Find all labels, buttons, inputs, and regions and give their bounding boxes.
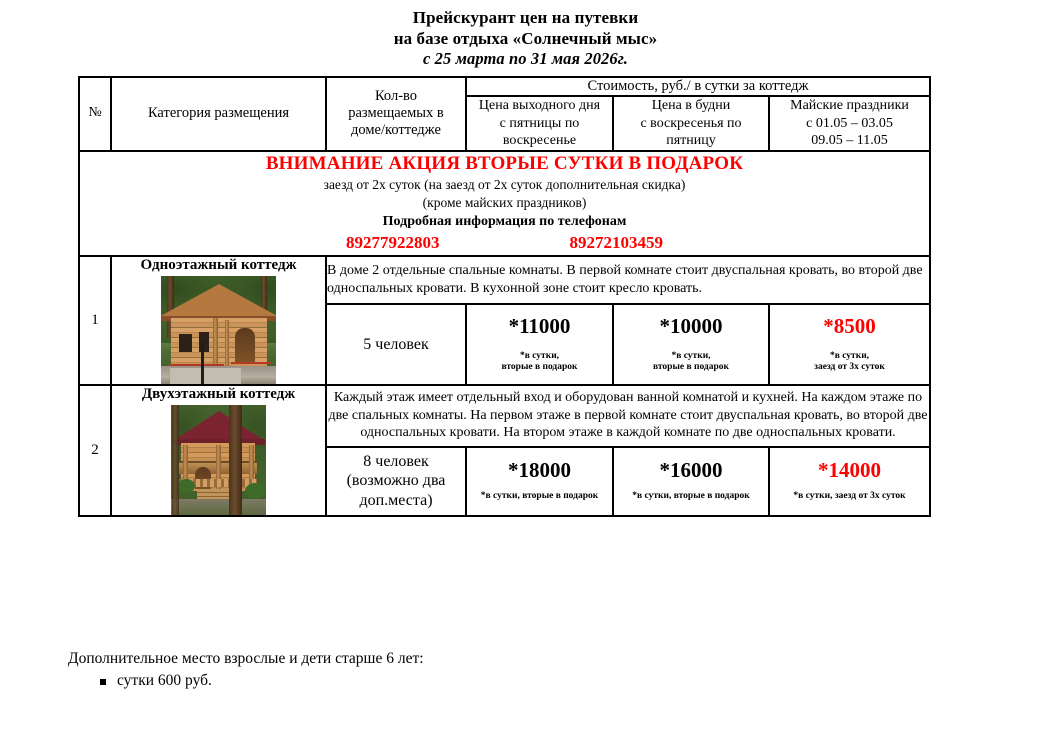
table-header-row-1 [79,77,930,96]
row-1-category-title: Одноэтажный коттедж [140,256,297,273]
photo-red-stripe [169,364,224,366]
row-1-price-weekday [613,304,769,384]
row-2-number: 2 [79,385,111,516]
header-number: № [79,77,111,151]
note-line-1: *в сутки, [671,350,711,361]
row-1-number: 1 [79,256,111,385]
header-weekend-line-1: Цена выходного дня [478,98,601,113]
note-line-1: *в сутки, [519,350,560,361]
note-line-2: заезд от 3х суток [814,362,885,373]
row-1-price-weekday-note [614,351,768,374]
row-1-price-holiday-value: *8500 [823,313,876,338]
header-weekday-line-1: Цена в будни [651,98,731,113]
table-row [79,256,930,305]
row-2-capacity-line-3: доп.места) [359,491,433,509]
row-2-price-weekday-value: *16000 [659,458,723,483]
row-2-capacity [326,447,466,516]
promo-subtitle-2: (кроме майских праздников) [422,194,587,210]
row-2-price-holiday [769,447,930,516]
header-weekend-price [466,96,613,151]
single-story-cottage-photo [161,276,276,384]
bullet-square-icon [100,679,106,685]
row-1-price-holiday [769,304,930,384]
row-2-price-holiday-value: *14000 [818,458,881,483]
row-1-price-weekend [466,304,613,384]
header-holiday-line-1: Майские праздники [790,98,909,113]
title-line-2: на базе отдыха «Солнечный мыс» [393,28,658,48]
row-2-description: Каждый этаж имеет отдельный вход и оборудован ванной комнатой и кухней. На каждом этаже по две спальных комнаты. На первом этаже в первой комнате стоит двуспальная кровать, во второй две односпальных кровати. На втором этаже в каждой комнате по две односпальных кровати. [326,385,930,447]
row-2-category-title: Двухэтажный коттедж [141,385,296,402]
photo-ground [171,499,266,514]
note-line-2: вторые в подарок [501,362,578,373]
header-capacity-line-1: Кол-во [374,87,418,104]
header-category: Категория размещения [111,77,326,151]
promo-banner-row [79,151,930,256]
row-1-price-holiday-note [770,351,929,374]
promo-subtitle-1: заезд от 2х суток (на заезд от 2х суток дополнительная скидка) [323,177,686,193]
row-2-price-weekend-value: *18000 [508,458,571,483]
photo-window [179,334,192,352]
price-table [78,76,931,517]
two-story-cottage-photo [171,405,266,515]
title-line-3: с 25 марта по 31 мая 2026г. [423,49,628,69]
photo-path [170,368,241,383]
promo-phone-1[interactable]: 89277922803 [346,233,440,253]
note-line-2: вторые в подарок [653,362,729,373]
header-weekday-line-3: пятницу [666,133,716,148]
row-2-price-weekday [613,447,769,516]
header-cost-group: Стоимость, руб./ в сутки за коттедж [466,77,930,96]
note-line-1: *в сутки, [829,350,870,361]
photo-lamp-post [201,342,204,384]
header-holiday-line-3: 09.05 – 11.05 [811,133,888,148]
row-2-price-weekend-note: *в сутки, вторые в подарок [480,491,599,502]
footer-notes [68,648,424,693]
header-weekend-line-3: воскресенье [502,133,577,148]
header-weekday-line-2: с воскресенья по [640,115,742,131]
price-table-container [78,76,929,517]
photo-door [235,328,255,362]
photo-roof [161,284,276,318]
photo-post [213,318,218,368]
promo-info-label: Подробная информация по телефонам [382,214,627,230]
header-holiday-price [769,96,930,151]
row-2-price-holiday-note: *в сутки, заезд от 3х суток [793,491,906,502]
photo-red-stripe [231,362,271,364]
footer-bullet-text: сутки 600 руб. [117,672,212,690]
row-2-category-cell [111,385,326,516]
row-1-price-weekend-note [467,351,612,374]
table-row [79,385,930,447]
row-2-capacity-line-1: 8 человек [363,452,429,470]
header-capacity-line-3: доме/коттедже [351,122,441,139]
header-weekend-line-2: с пятницы по [499,115,580,131]
header-holiday-line-2: с 01.05 – 03.05 [806,115,893,131]
footer-bullet-item [100,670,424,692]
row-1-category-cell [111,256,326,385]
row-1-description: В доме 2 отдельные спальные комнаты. В первой комнате стоит двуспальная кровать, во второй две односпальных кровати. В кухонной зоне стоит кресло кровать. [326,256,930,305]
photo-shrub [177,479,195,493]
page-title [0,0,1051,70]
photo-pine-trunk [229,405,242,515]
footer-line-1: Дополнительное место взрослые и дети старше 6 лет: [68,650,424,667]
photo-pine-trunk [172,405,179,515]
title-line-1: Прейскурант цен на путевки [412,8,639,27]
row-2-price-weekend [466,447,613,516]
header-weekday-price [613,96,769,151]
photo-shrub [245,483,265,499]
header-capacity [326,77,466,151]
row-1-price-weekend-value: *11000 [508,313,571,338]
promo-banner [79,151,930,256]
header-capacity-line-2: размещаемых в [348,105,444,122]
photo-post [225,320,229,368]
row-1-capacity: 5 человек [326,304,466,384]
row-1-price-weekday-value: *10000 [659,313,723,338]
row-2-price-weekday-note: *в сутки, вторые в подарок [632,491,750,502]
photo-roof [173,411,265,441]
promo-phone-2[interactable]: 89272103459 [569,233,663,253]
promo-title: ВНИМАНИЕ АКЦИЯ ВТОРЫЕ СУТКИ В ПОДАРОК [265,152,744,174]
row-2-capacity-line-2: (возможно два [346,472,446,490]
promo-phone-list [80,232,929,254]
